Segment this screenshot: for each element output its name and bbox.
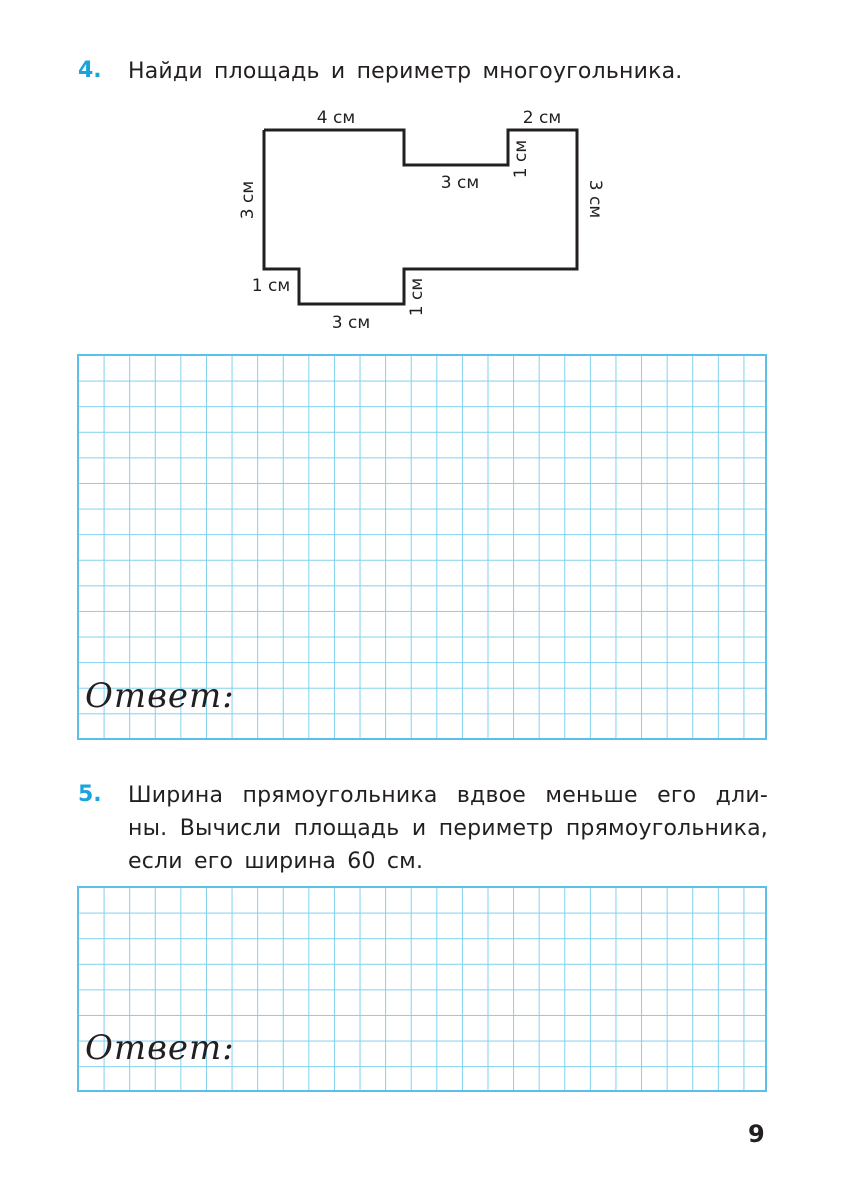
label-top-left: 4 см bbox=[316, 108, 356, 128]
answer-label-task-4: Ответ: bbox=[85, 676, 235, 716]
answer-grid-task-4[interactable] bbox=[77, 354, 767, 740]
label-top-right: 2 см bbox=[522, 108, 562, 128]
task-4-text: Найди площадь и периметр многоугольника. bbox=[128, 59, 683, 84]
task-4-number: 4. bbox=[78, 58, 102, 83]
task-5-line-1: Ширина прямоугольника вдвое меньше его дли- bbox=[128, 783, 768, 808]
label-left-side: 3 см bbox=[238, 180, 258, 220]
answer-grid-task-5[interactable] bbox=[77, 886, 767, 1092]
task-5-line-3: если его ширина 60 см. bbox=[128, 849, 424, 874]
label-bottom-left-step: 1 см bbox=[251, 276, 291, 296]
polygon-figure bbox=[0, 0, 843, 345]
label-bottom-base: 3 см bbox=[331, 313, 371, 333]
label-notch-bottom: 3 см bbox=[440, 173, 480, 193]
label-right-side: 3 см bbox=[585, 179, 605, 219]
label-bottom-right-step: 1 см bbox=[407, 277, 427, 317]
task-5-line-2: ны. Вычисли площадь и периметр прямоугольника, bbox=[128, 816, 768, 841]
page-number: 9 bbox=[748, 1120, 765, 1148]
answer-label-task-5: Ответ: bbox=[85, 1028, 235, 1068]
label-notch-side: 1 см bbox=[511, 139, 531, 179]
task-5-text bbox=[128, 779, 768, 878]
task-5-number: 5. bbox=[78, 782, 102, 807]
